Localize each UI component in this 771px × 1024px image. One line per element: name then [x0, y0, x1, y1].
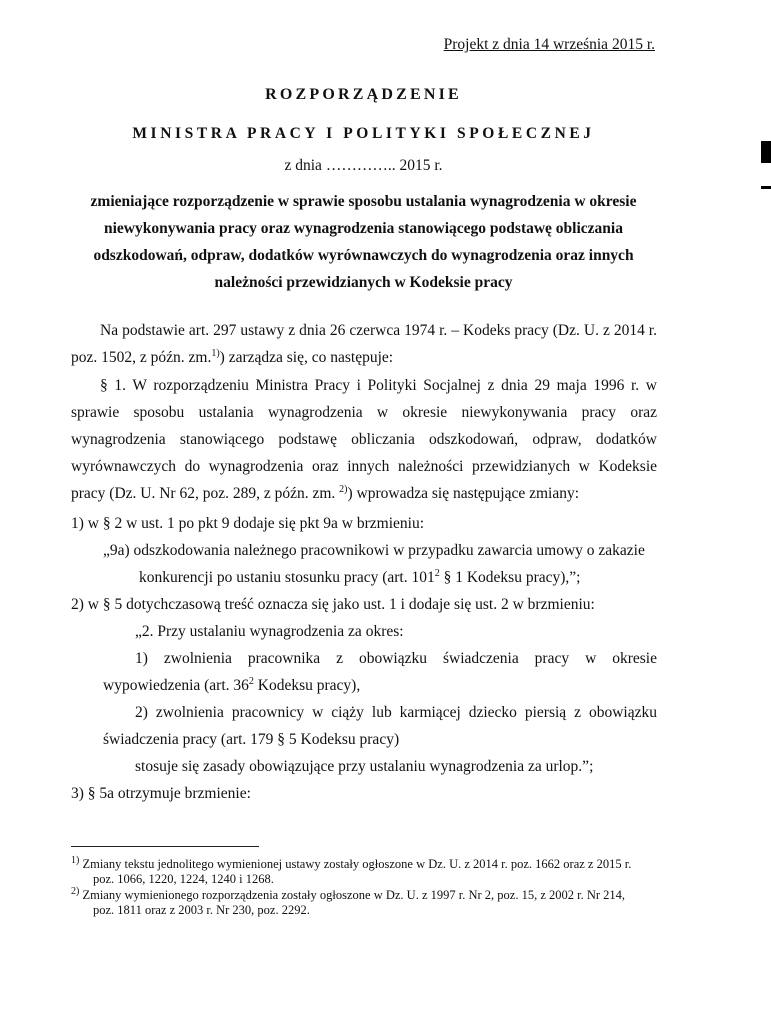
point-9a-text: konkurencji po ustaniu stosunku pracy (art. 101	[139, 569, 435, 586]
footnote-1	[71, 854, 671, 887]
scan-edge-mark	[761, 186, 771, 189]
amendment-point-3: 3) § 5a otrzymuje brzmienie:	[71, 785, 251, 802]
point-9a-line-1: „9a) odszkodowania należnego pracownikowi w przypadku zawarcia umowy o zakazie	[103, 542, 645, 559]
footnote-1-mark: 1)	[71, 854, 80, 866]
legal-basis-text-end: ) zarządza się, co następuje:	[219, 349, 394, 366]
item-1-text: wypowiedzenia (art. 36	[103, 677, 249, 694]
issuing-authority: MINISTRA PRACY I POLITYKI SPOŁECZNEJ	[132, 125, 595, 142]
amendment-point-2: 2) w § 5 dotychczasową treść oznacza się jako ust. 1 i dodaje się ust. 2 w brzmieniu:	[71, 596, 595, 613]
footnote-2-mark: 2)	[71, 885, 80, 897]
paragraph-2-tail: stosuje się zasady obowiązujące przy ustalaniu wynagrodzenia za urlop.”;	[135, 758, 594, 775]
paragraph-2-heading: „2. Przy ustalaniu wynagrodzenia za okres:	[135, 623, 404, 640]
legal-basis-text: Na podstawie art. 297 ustawy z dnia 26 czerwca 1974 r. – Kodeks pracy (Dz. U. z 2014 r. poz. 1502, z późn. zm.	[71, 322, 657, 366]
footnote-separator	[71, 846, 259, 847]
paragraph-2-item-1-line-1: 1) zwolnienia pracownika z obowiązku świadczenia pracy w okresie	[135, 650, 657, 667]
paragraph-2-item-2-line-2: świadczenia pracy (art. 179 § 5 Kodeksu pracy)	[103, 731, 400, 748]
regulation-subject: zmieniające rozporządzenie w sprawie sposobu ustalania wynagrodzenia w okresie niewykonywania pracy oraz wynagrodzenia stanowiącego podstawę obliczania odszkodowań, odpraw, dodatków wyrównawczych do wynagrodzenia oraz innych należności przewidzianych w Kodeksie pracy	[90, 193, 637, 291]
scan-edge-mark	[761, 141, 771, 163]
section-1-paragraph	[71, 372, 657, 507]
regulation-date: z dnia ………….. 2015 r.	[284, 157, 443, 174]
point-9a-text-end: § 1 Kodeksu pracy),”;	[439, 569, 581, 586]
footnote-ref-2: 2)	[339, 483, 348, 495]
paragraph-2-item-2-line-1: 2) zwolnienia pracownicy w ciąży lub karmiącej dziecko piersią z obowiązku	[135, 704, 657, 721]
document-type-title: ROZPORZĄDZENIE	[265, 86, 462, 103]
footnote-1-line-2: poz. 1066, 1220, 1224, 1240 i 1268.	[93, 872, 274, 886]
item-1-text-end: Kodeksu pracy),	[253, 677, 361, 694]
section-1-text-end: ) wprowadza się następujące zmiany:	[347, 485, 580, 502]
legal-basis-paragraph	[71, 317, 657, 371]
footnote-2	[71, 885, 671, 918]
section-1-text: § 1. W rozporządzeniu Ministra Pracy i Polityki Socjalnej z dnia 29 maja 1996 r. w sprawie sposobu ustalania wynagrodzenia w okresie niewykonywania pracy oraz wynagrodzenia stanowiącego podstawę obliczania odszkodowań, odpraw, dodatków wyrównawczych do wynagrodzenia oraz innych należności przewidzianych w Kodeksie pracy (Dz. U. Nr 62, poz. 289, z późn. zm.	[71, 377, 657, 502]
amendment-point-1: 1) w § 2 w ust. 1 po pkt 9 dodaje się pkt 9a w brzmieniu:	[71, 515, 425, 532]
article-superscript: 2	[434, 567, 440, 579]
point-9a-line-2	[139, 569, 580, 587]
paragraph-2-item-1-line-2	[103, 677, 360, 695]
draft-date: Projekt z dnia 14 września 2015 r.	[443, 36, 655, 53]
footnote-1-line-1: Zmiany tekstu jednolitego wymienionej ustawy zostały ogłoszone w Dz. U. z 2014 r. poz. 1662 oraz z 2015 r.	[82, 857, 632, 871]
footnote-ref-1: 1)	[211, 347, 220, 359]
footnote-2-line-2: poz. 1811 oraz z 2003 r. Nr 230, poz. 2292.	[93, 903, 310, 917]
footnote-2-line-1: Zmiany wymienionego rozporządzenia zostały ogłoszone w Dz. U. z 1997 r. Nr 2, poz. 15, z 2002 r. Nr 214,	[82, 888, 626, 902]
article-superscript: 2	[248, 675, 254, 687]
